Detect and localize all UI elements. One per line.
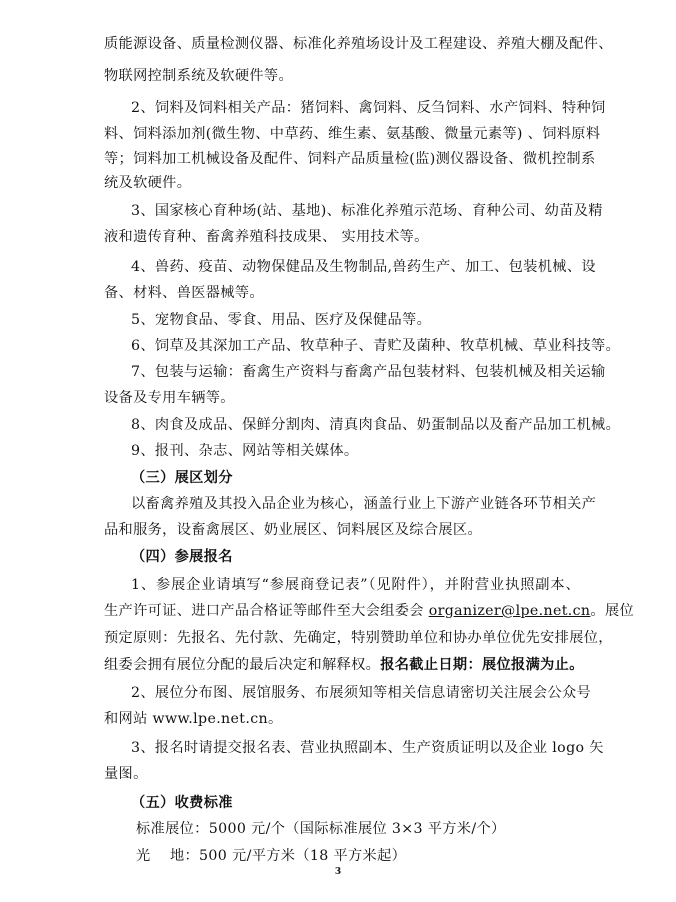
paragraph-line: 备、材料、兽医器械等。	[104, 285, 264, 301]
page-number: 3	[334, 867, 342, 877]
paragraph-line: 设备及专用车辆等。	[104, 390, 235, 406]
paragraph-text: 生产许可证、进口产品合格证等邮件至大会组委会	[104, 603, 429, 619]
paragraph-line: 统及软硬件。	[104, 175, 192, 191]
list-item-4: 4、兽药、疫苗、动物保健品及生物制品,兽药生产、加工、包装机械、设	[131, 259, 596, 275]
list-item-7: 7、包装与运输：畜禽生产资料与畜禽产品包装材料、包装机械及相关运输	[131, 364, 606, 380]
list-item-8: 8、肉食及成品、保鲜分割肉、清真肉食品、奶蛋制品以及畜产品加工机械。	[131, 417, 621, 433]
section-heading-3: （三）展区划分	[131, 470, 233, 486]
paragraph-line: 量图。	[104, 766, 148, 782]
paragraph-line: 质能源设备、质量检测仪器、标准化养殖场设计及工程建设、养殖大棚及配件、	[104, 36, 613, 52]
list-item-3: 3、报名时请提交报名表、营业执照副本、生产资质证明以及企业 logo 矢	[131, 740, 604, 756]
paragraph-text: 组委会拥有展位分配的最后决定和解释权。	[104, 657, 381, 673]
paragraph-line	[104, 655, 584, 675]
paragraph-line: 品和服务，设畜禽展区、奶业展区、饲料展区及综合展区。	[104, 522, 482, 538]
fee-standard-booth: 标准展位：5000 元/个（国际标准展位 3×3 平方米/个）	[136, 821, 506, 837]
list-item-2: 2、饲料及饲料相关产品：猪饲料、禽饲料、反刍饲料、水产饲料、特种饲	[131, 100, 606, 116]
list-item-2: 2、展位分布图、展馆服务、布展须知等相关信息请密切关注展会公众号	[131, 685, 592, 701]
paragraph-line: 预定原则：先报名、先付款、先确定，特别赞助单位和协办单位优先安排展位，	[104, 630, 613, 646]
paragraph-text: 。展位	[590, 603, 635, 619]
deadline-text: 报名截止日期：展位报满为止。	[380, 657, 584, 673]
list-item-6: 6、饲草及其深加工产品、牧草种子、青贮及菌种、牧草机械、草业科技等。	[131, 338, 621, 354]
list-item-1: 1、参展企业请填写“参展商登记表”（见附件），并附营业执照副本、	[131, 577, 580, 593]
paragraph-line: 液和遗传育种、畜禽养殖科技成果、 实用技术等。	[104, 229, 429, 245]
list-item-5: 5、宠物食品、零食、用品、医疗及保健品等。	[131, 312, 432, 328]
paragraph-line	[104, 601, 635, 621]
paragraph-line: 以畜禽养殖及其投入品企业为核心，涵盖行业上下游产业链各环节相关产	[131, 496, 597, 512]
paragraph-line: 物联网控制系统及软硬件等。	[104, 68, 293, 84]
list-item-9: 9、报刊、杂志、网站等相关媒体。	[131, 443, 359, 459]
email-link[interactable]: organizer@lpe.net.cn	[428, 603, 591, 619]
section-heading-4: （四）参展报名	[131, 549, 233, 565]
fee-raw-space: 光 地：500 元/平方米（18 平方米起）	[136, 848, 407, 864]
website-line: 和网站 www.lpe.net.cn。	[104, 711, 283, 727]
section-heading-5: （五）收费标准	[131, 795, 233, 811]
list-item-3: 3、国家核心育种场(站、基地)、标准化养殖示范场、育种公司、幼苗及精	[131, 203, 603, 219]
paragraph-line: 等；饲料加工机械设备及配件、饲料产品质量检(监)测仪器设备、微机控制系	[104, 151, 596, 167]
paragraph-line: 料、饲料添加剂(微生物、中草药、维生素、氨基酸、微量元素等) 、饲料原料	[104, 126, 601, 142]
